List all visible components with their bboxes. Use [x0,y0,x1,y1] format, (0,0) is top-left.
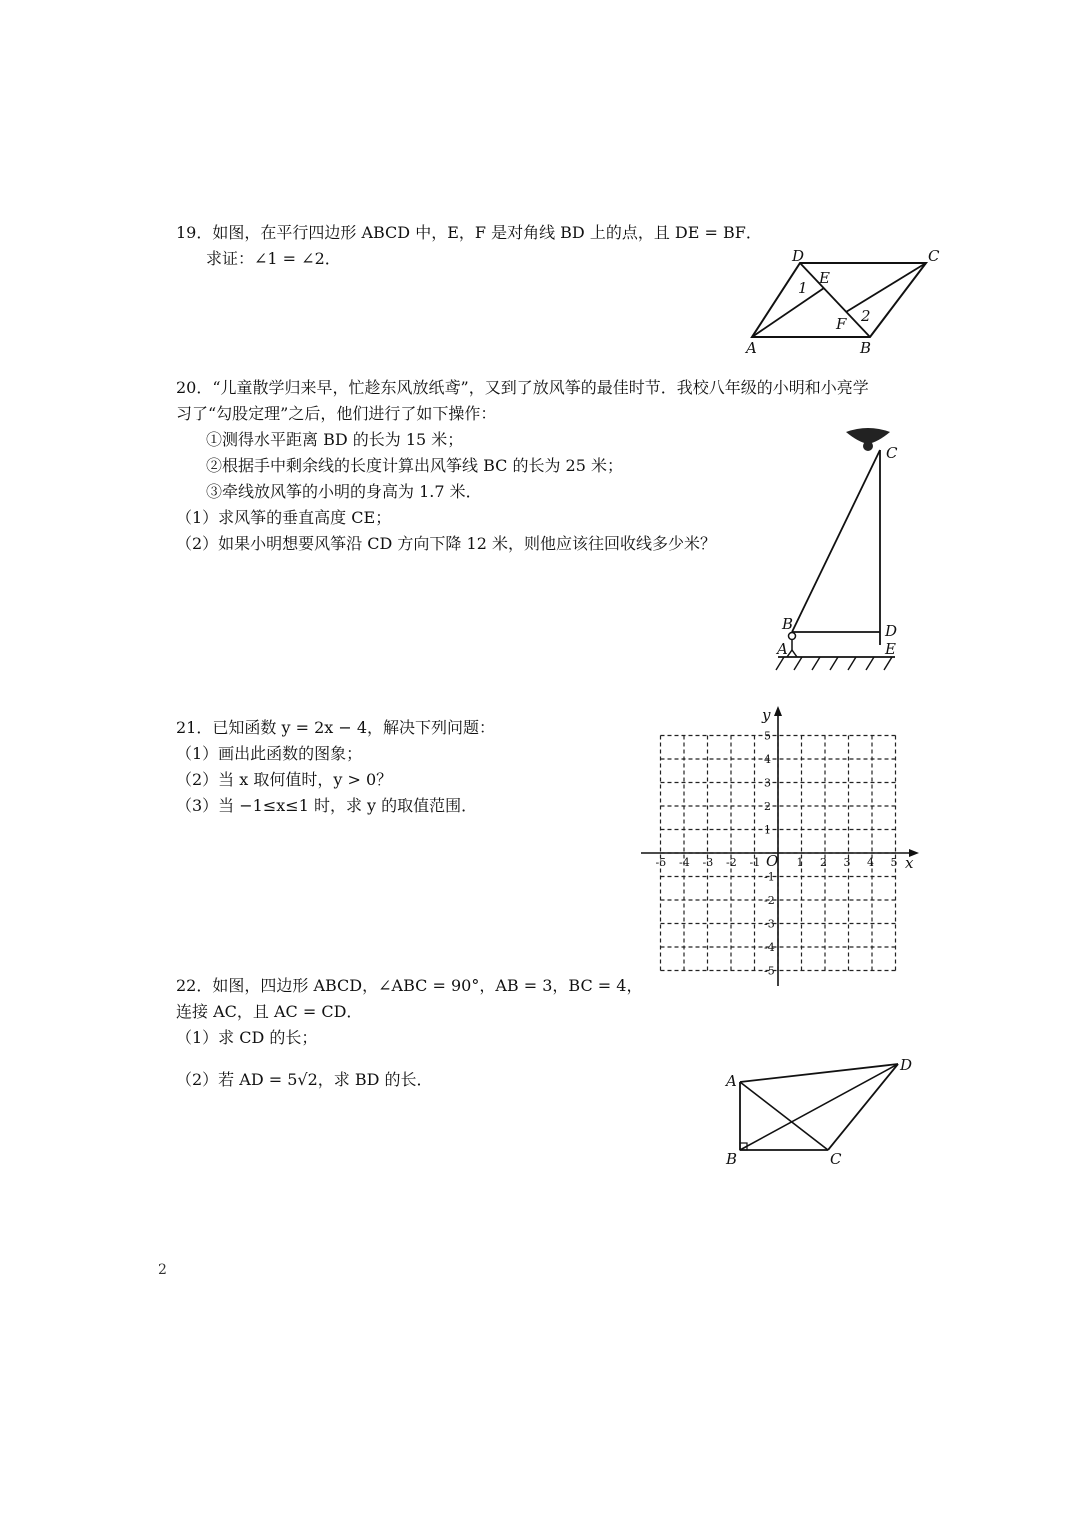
page-number: 2 [158,1262,167,1278]
q21-part3: （3）当 −1≤x≤1 时，求 y 的取值范围． [176,796,478,815]
q22-line1: 22．如图，四边形 ABCD，∠ABC = 90°，AB = 3，BC = 4， [176,976,643,995]
question-19 [176,220,762,272]
kite-icon [846,428,890,451]
q20-line1: 20．“儿童散学归来早，忙趁东风放纸鸢”，又到了放风筝的最佳时节．我校八年级的小明和小亮学 [176,378,869,397]
q21-x-axis-label: x [905,854,914,872]
y-tick-label: -1 [764,870,775,884]
x-tick-label: 2 [820,856,827,869]
x-tick-label: -2 [726,856,737,869]
q21-part1: （1）画出此函数的图象； [176,744,363,763]
x-tick-label: -4 [679,856,690,869]
y-tick-label: 2 [764,800,771,813]
q21-y-axis-label: y [762,706,771,724]
q20-kite-figure [760,420,920,684]
q19-label-F: F [836,315,847,333]
question-21 [176,715,495,819]
q19-angle-2: 2 [861,307,871,325]
y-tick-label: 1 [764,823,771,837]
x-tick-label: 3 [843,856,851,869]
q22-part1: （1）求 CD 的长； [176,1028,318,1047]
y-tick-label: -4 [764,941,775,954]
q19-label-B: B [860,339,872,357]
q20-step1: ①测得水平距离 BD 的长为 15 米； [206,430,464,449]
x-tick-label: -3 [702,856,714,869]
x-tick-label: 5 [890,856,898,869]
y-tick-label: -5 [764,964,775,978]
q21-origin-label: O [766,852,779,870]
q20-line2: 习了“勾股定理”之后，他们进行了如下操作： [176,404,497,423]
question-22 [176,973,642,1093]
person-icon [787,633,797,658]
q19-angle-1: 1 [798,279,808,297]
q20-label-A: A [777,640,788,658]
y-tick-label: 3 [764,776,771,790]
q19-label-C: C [928,247,940,265]
q22-label-B: B [726,1150,738,1168]
x-tick-label: -1 [749,856,761,869]
q20-step2: ②根据手中剩余线的长度计算出风筝线 BC 的长为 25 米； [206,456,624,475]
y-tick-label: 4 [764,753,771,766]
y-tick-label: 5 [764,729,771,743]
y-tick-label: -2 [764,894,775,907]
q21-part2: （2）当 x 取何值时，y > 0？ [176,770,393,789]
q19-label-D: D [792,247,805,265]
q19-label-A: A [746,339,757,357]
q22-quadrilateral-figure [720,1050,920,1184]
q19-parallelogram-figure [740,245,940,364]
q20-label-E: E [885,640,896,658]
q22-label-D: D [900,1056,913,1074]
q20-part1: （1）求风筝的垂直高度 CE； [176,508,392,527]
q21-coordinate-grid [635,700,925,994]
x-tick-label: 4 [867,856,874,869]
q20-label-D: D [885,622,898,640]
q19-label-E: E [819,269,830,287]
q19-line2: 求证：∠1 = ∠2． [206,249,341,268]
y-tick-label: -3 [764,917,775,931]
q20-label-C: C [886,444,898,462]
q22-line2: 连接 AC，且 AC = CD． [176,1002,363,1021]
x-tick-label: -5 [655,856,667,869]
q22-label-C: C [830,1150,842,1168]
x-tick-label: 1 [796,856,804,869]
q21-line1: 21．已知函数 y = 2x − 4，解决下列问题： [176,718,496,737]
q22-part2: （2）若 AD = 5√2，求 BD 的长． [176,1070,433,1089]
q22-label-A: A [726,1072,737,1090]
q20-part2: （2）如果小明想要风筝沿 CD 方向下降 12 米，则他应该往回收线多少米？ [176,534,716,553]
q20-label-B: B [782,615,794,633]
q19-line1: 19．如图，在平行四边形 ABCD 中，E，F 是对角线 BD 上的点，且 DE = BF． [176,223,762,242]
q20-step3: ③牵线放风筝的小明的身高为 1.7 米． [206,482,482,501]
